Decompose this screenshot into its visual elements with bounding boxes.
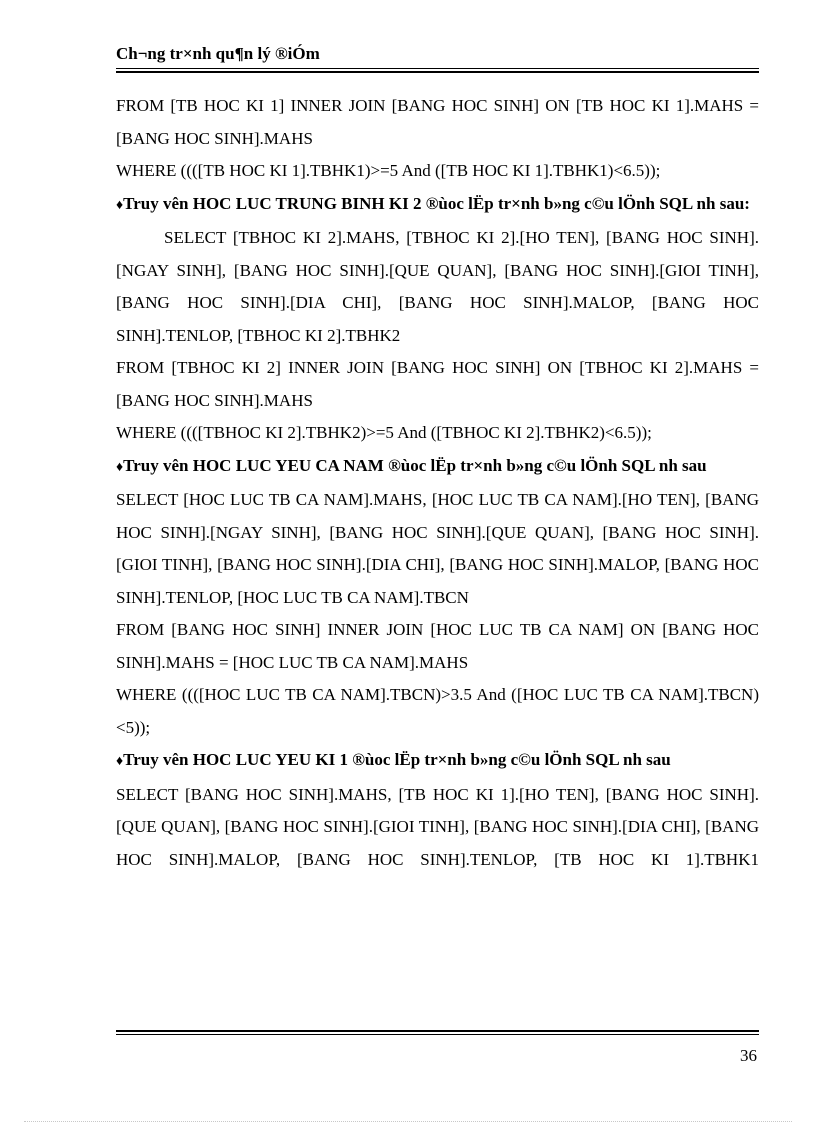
section-heading (116, 450, 759, 485)
sql-select-clause: SELECT [TBHOC KI 2].MAHS, [TBHOC KI 2].[HO TEN], [BANG HOC SINH].[NGAY SINH], [BANG HOC SINH].[QUE QUAN], [BANG HOC SINH].[GIOI TINH], [BANG HOC SINH].[DIA CHI], [BANG HOC SINH].MALOP, [BANG HOC SINH].TENLOP, [TBHOC KI 2].TBHK2 (116, 228, 759, 345)
header-rule-thick (116, 71, 759, 73)
page-edge-divider (24, 1121, 792, 1122)
section-heading-text: Truy vên HOC LUC YEU CA NAM ®ùoc lËp tr×nh b»ng c©u lÖnh SQL nh sau (123, 455, 707, 475)
sql-where-clause: WHERE ((([HOC LUC TB CA NAM].TBCN)>3.5 And ([HOC LUC TB CA NAM].TBCN)<5)); (116, 685, 759, 737)
sql-from-clause: FROM [BANG HOC SINH] INNER JOIN [HOC LUC TB CA NAM] ON [BANG HOC SINH].MAHS = [HOC LUC TB CA NAM].MAHS (116, 620, 759, 672)
page-number: 36 (740, 1046, 757, 1065)
diamond-bullet-icon: ♦ (116, 754, 124, 769)
sql-where-clause: WHERE ((([TB HOC KI 1].TBHK1)>=5 And ([TB HOC KI 1].TBHK1)<6.5)); (116, 161, 661, 180)
sql-where-clause: WHERE ((([TBHOC KI 2].TBHK2)>=5 And ([TBHOC KI 2].TBHK2)<6.5)); (116, 423, 652, 442)
section-heading-text: Truy vên HOC LUC YEU KI 1 ®ùoc lËp tr×nh b»ng c©u lÖnh SQL nh sau (123, 750, 671, 769)
footer-rule-thick (116, 1030, 759, 1032)
footer-rule-thin (116, 1034, 759, 1035)
sql-select-clause: SELECT [BANG HOC SINH].MAHS, [TB HOC KI 1].[HO TEN], [BANG HOC SINH].[QUE QUAN], [BANG HOC SINH].[GIOI TINH], [BANG HOC SINH].[DIA CHI], [BANG HOC SINH].MALOP, [BANG HOC SINH].TENLOP, [TB HOC KI 1].TBHK1 (116, 784, 759, 869)
page-header-title: Ch¬ng tr×nh qu¶n lý ®iÓm (116, 44, 320, 63)
header-rule-thin (116, 68, 759, 69)
section-heading-text: Truy vên HOC LUC TRUNG BINH KI 2 ®ùoc lËp tr×nh b»ng c©u lÖnh SQL nh sau: (123, 193, 750, 213)
diamond-bullet-icon: ♦ (116, 197, 124, 213)
sql-from-clause: FROM [TBHOC KI 2] INNER JOIN [BANG HOC SINH] ON [TBHOC KI 2].MAHS = [BANG HOC SINH].MAHS (116, 358, 759, 410)
sql-select-clause: SELECT [HOC LUC TB CA NAM].MAHS, [HOC LUC TB CA NAM].[HO TEN], [BANG HOC SINH].[NGAY SINH], [BANG HOC SINH].[QUE QUAN], [BANG HOC SINH].[GIOI TINH], [BANG HOC SINH].[DIA CHI], [BANG HOC SINH].MALOP, [BANG HOC SINH].TENLOP, [HOC LUC TB CA NAM].TBCN (116, 490, 759, 607)
page-body (116, 90, 759, 876)
section-heading (116, 744, 759, 779)
sql-from-clause: FROM [TB HOC KI 1] INNER JOIN [BANG HOC SINH] ON [TB HOC KI 1].MAHS = [BANG HOC SINH].MAHS (116, 96, 759, 148)
diamond-bullet-icon: ♦ (116, 459, 124, 475)
section-heading (116, 188, 759, 223)
